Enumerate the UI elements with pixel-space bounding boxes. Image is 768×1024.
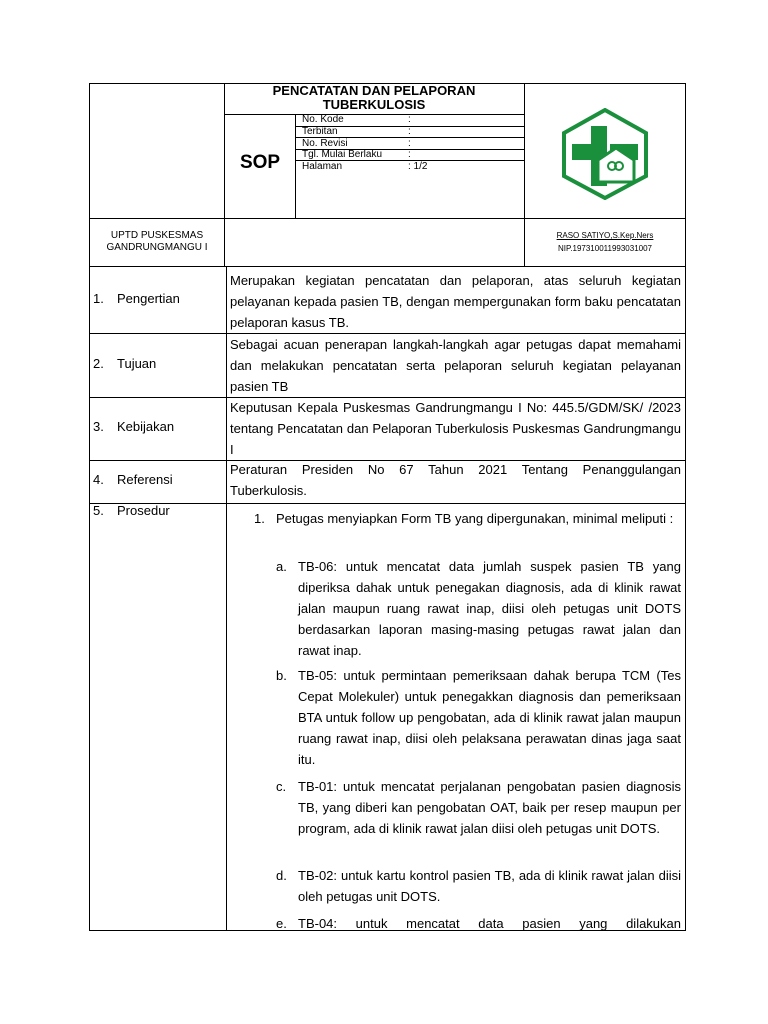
procedure-item-letter: d.	[276, 868, 287, 883]
section-title: Prosedur	[117, 503, 170, 518]
meta-label-kode: No. Kode	[302, 114, 344, 125]
puskesmas-logo	[558, 108, 652, 200]
section-label-tujuan	[93, 356, 156, 371]
section-title: Pengertian	[117, 291, 180, 306]
section-number: 2.	[93, 356, 104, 371]
signatory-nip: NIP.197310011993031007	[557, 244, 653, 253]
section-text-kebijakan: Keputusan Kepala Puskesmas Gandrungmangu I No: 445.5/GDM/SK/ /2023 tentang Pencatatan dan Pelaporan Tuberkulosis Puskesmas Gandrungmangu I	[230, 400, 681, 457]
section-text-tujuan: Sebagai acuan penerapan langkah-langkah agar petugas dapat memahami dan melakukan pencatatan serta pelaporan seluruh kegiatan pelayanan pasien TB	[230, 337, 681, 394]
section-title: Kebijakan	[117, 419, 175, 434]
procedure-item-text: TB-02: untuk kartu kontrol pasien TB, ada di klinik rawat jalan diisi oleh petugas unit DOTS.	[298, 868, 681, 904]
signatory-name: RASO SATIYO,S.Kep.Ners	[556, 231, 654, 240]
procedure-item-letter: b.	[276, 668, 287, 683]
meta-value-kode: :	[408, 114, 411, 125]
meta-label-halaman: Halaman	[302, 161, 343, 172]
section-title: Tujuan	[117, 356, 157, 371]
meta-value-revisi: :	[408, 138, 411, 149]
meta-label-tgl: Tgl. Mulai Berlaku	[302, 149, 383, 160]
procedure-item-letter: c.	[276, 779, 287, 794]
section-label-referensi	[93, 472, 173, 487]
meta-label-revisi: No. Revisi	[302, 138, 348, 149]
procedure-item-text: TB-04: untuk mencatat data pasien yang dilakukan	[298, 916, 681, 931]
section-number: 4.	[93, 472, 104, 487]
meta-label-terbitan: Terbitan	[302, 126, 338, 137]
section-text-referensi: Peraturan Presiden No 67 Tahun 2021 Tentang Penanggulangan Tuberkulosis.	[230, 462, 681, 498]
procedure-item-text: TB-01: untuk mencatat perjalanan pengobatan pasien diagnosis TB, yang diberi kan pengobatan OAT, baik per resep maupun per program, ada di klinik rawat jalan diisi oleh petugas unit DOTS.	[298, 779, 681, 836]
document-title: PENCATATAN DAN PELAPORAN TUBERKULOSIS	[272, 83, 476, 112]
procedure-step-number: 1.	[254, 511, 265, 526]
sop-label: SOP	[239, 152, 281, 173]
meta-value-halaman: : 1/2	[408, 161, 428, 172]
section-title: Referensi	[117, 472, 173, 487]
procedure-item-text: TB-05: untuk permintaan pemeriksaan dahak berupa TCM (Tes Cepat Molekuler) untuk penegakkan diagnosis dan pemeriksaan BTA untuk follow up pengobatan, ada di klinik rawat jalan maupun ruang rawat inap, diisi oleh pelaksana perawatan dinas jaga saat itu.	[298, 668, 681, 767]
section-number: 3.	[93, 419, 104, 434]
procedure-step-text: Petugas menyiapkan Form TB yang dipergunakan, minimal meliputi :	[276, 511, 674, 526]
procedure-item-letter: e.	[276, 916, 287, 931]
institution-name: UPTD PUSKESMAS GANDRUNGMANGU I	[106, 230, 208, 253]
section-number: 1.	[93, 291, 104, 306]
procedure-item-letter: a.	[276, 559, 287, 574]
section-number: 5.	[93, 503, 104, 518]
section-text-pengertian: Merupakan kegiatan pencatatan dan pelaporan, atas seluruh kegiatan pelayanan kepada pasien TB, dengan mempergunakan form baku pencatatan pelaporan kasus TB.	[230, 273, 681, 330]
procedure-item-text: TB-06: untuk mencatat data jumlah suspek pasien TB yang diperiksa dahak untuk penegakan diagnosis, ada di klinik rawat jalan maupun ruang rawat inap, diisi oleh petugas unit DOTS berdasarkan laporan masing-masing petugas rawat jalan dan rawat inap.	[298, 559, 681, 658]
section-label-prosedur	[93, 503, 170, 518]
meta-value-tgl: :	[408, 149, 411, 160]
section-label-pengertian	[93, 291, 180, 306]
meta-value-terbitan: :	[408, 126, 411, 137]
section-label-kebijakan	[93, 419, 174, 434]
